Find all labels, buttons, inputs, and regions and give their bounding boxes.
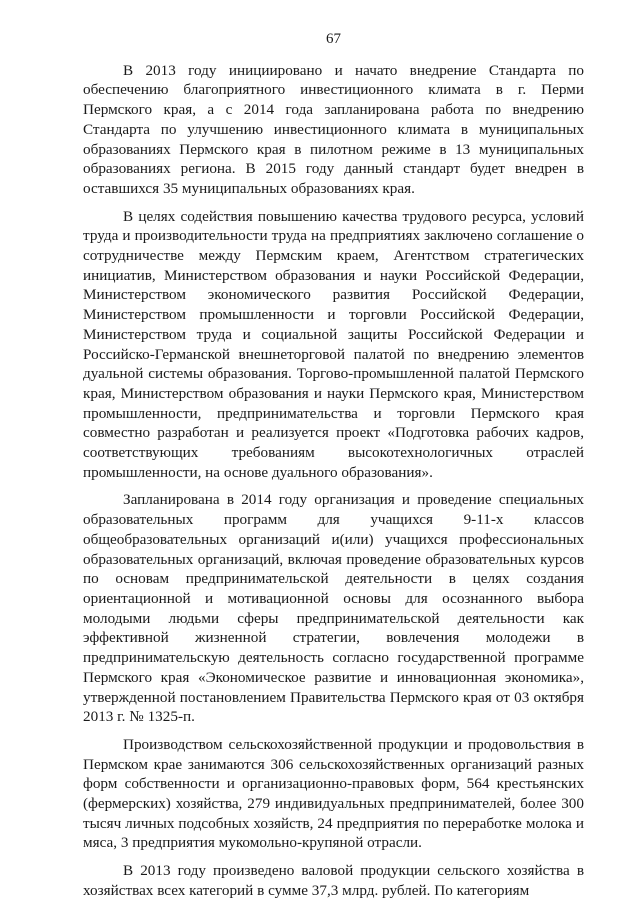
page-number: 67: [326, 31, 341, 47]
paragraph-agriculture-producers: Производством сельскохозяйственной продукции и продовольствия в Пермском крае занимаются 306 сельскохозяйственных организаций разных форм собственности и организационно-правовых форм, 564 крестьянских (фермерских) хозяйства, 279 индивидуальных предпринимателей, более 300 тысяч личных подсобных хозяйств, 24 предприятия по переработке молока и мяса, 3 предприятия мукомольно-крупяной отрасли.: [83, 735, 584, 852]
paragraph-investment-standard: В 2013 году инициировано и начато внедрение Стандарта по обеспечению благоприятного инвестиционного климата в г. Перми Пермского края, а с 2014 года запланирована работа по внедрению Стандарта по улучшению инвестиционного климата в муниципальных образованиях Пермского края в пилотном режиме в 13 муниципальных образованиях региона. В 2015 году данный стандарт будет внедрен в оставшихся 35 муниципальных образованиях края.: [83, 61, 584, 197]
paragraph-entrepreneurship-programs: Запланирована в 2014 году организация и проведение специальных образовательных программ для учащихся 9-11-х классов общеобразовательных организаций и(или) учащихся профессиональных образовательных организаций, включая проведение образовательных курсов по основам предпринимательской деятельности в целях создания ориентационной и мотивационной основы для осознанного выбора молодыми людьми сферы предпринимательской деятельности как эффективной жизненной стратегии, вовлечения молодежи в предпринимательскую деятельность согласно государственной программе Пермского края «Экономическое развитие и инновационная экономика», утвержденной постановлением Правительства Пермского края от 03 октября 2013 г. № 1325-п.: [83, 491, 584, 726]
paragraph-gross-output: В 2013 году произведено валовой продукции сельского хозяйства в хозяйствах всех категорий в сумме 37,3 млрд. рублей. По категориям: [83, 862, 584, 899]
paragraph-dual-education: В целях содействия повышению качества трудового ресурса, условий труда и производительности труда на предприятиях заключено соглашение о сотрудничестве между Пермским краем, Агентством стратегических инициатив, Министерством образования и науки Российской Федерации, Министерством экономического развития Российской Федерации, Министерством промышленности и торговли Российской Федерации, Министерством труда и социальной защиты Российской Федерации и Российско-Германской внешнеторговой палатой по внедрению элементов дуальной системы образования. Торгово-промышленной палатой Пермского края, Министерством образования и науки Пермского края, Министерством промышленности, предпринимательства и торговли Пермского края совместно разработан и реализуется проект «Подготовка рабочих кадров, соответствующих требованиям высокотехнологичных отраслей промышленности, на основе дуального образования».: [83, 207, 584, 481]
